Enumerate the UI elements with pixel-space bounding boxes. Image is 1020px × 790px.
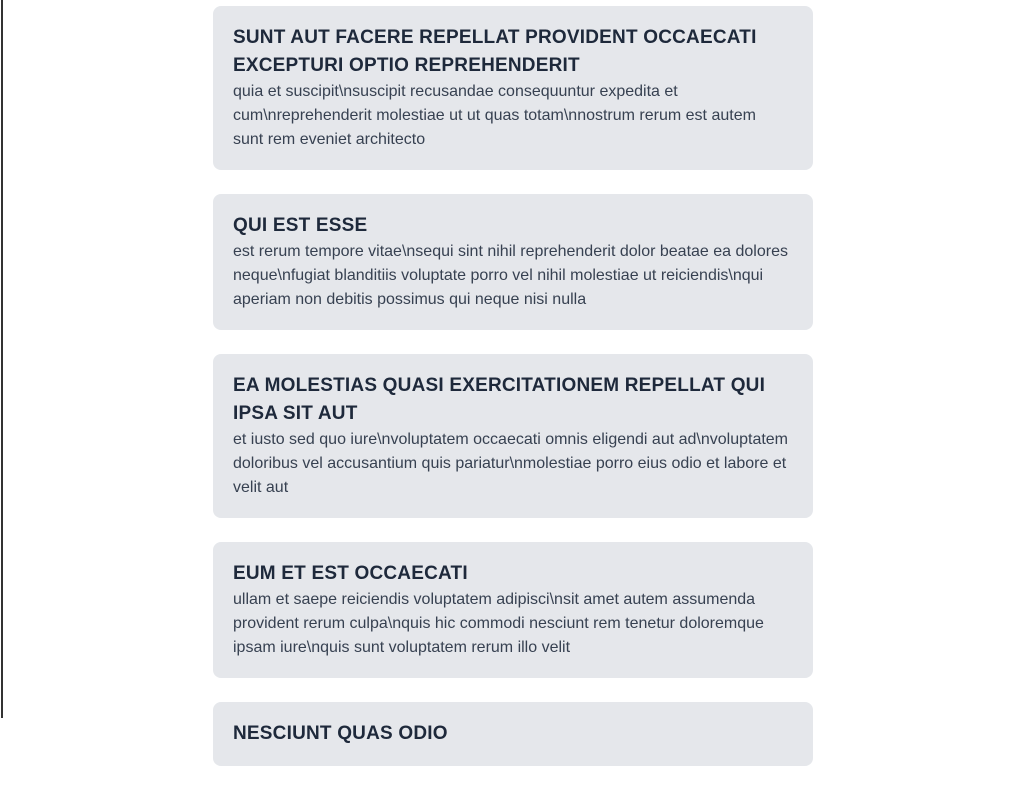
post-body: ullam et saepe reiciendis voluptatem adipisci\nsit amet autem assumenda provident rerum culpa\nquis hic commodi nesciunt rem tenetur doloremque ipsam iure\nquis sunt voluptatem rerum illo velit xyxy=(233,591,764,656)
post-title: NESCIUNT QUAS ODIO xyxy=(233,723,448,744)
left-edge-line xyxy=(1,0,3,718)
post-title: EA MOLESTIAS QUASI EXERCITATIONEM REPELLAT QUI IPSA SIT AUT xyxy=(233,375,766,424)
post-body: quia et suscipit\nsuscipit recusandae consequuntur expedita et cum\nreprehenderit molestiae ut ut quas totam\nnostrum rerum est autem sunt rem eveniet architecto xyxy=(233,83,756,148)
post-title: SUNT AUT FACERE REPELLAT PROVIDENT OCCAECATI EXCEPTURI OPTIO REPREHENDERIT xyxy=(233,27,757,76)
post-card xyxy=(213,702,813,766)
post-card xyxy=(213,6,813,170)
post-card xyxy=(213,194,813,330)
post-card xyxy=(213,354,813,518)
post-title: QUI EST ESSE xyxy=(233,215,368,236)
post-list xyxy=(213,6,813,790)
post-title: EUM ET EST OCCAECATI xyxy=(233,563,468,584)
post-card xyxy=(213,542,813,678)
post-body: et iusto sed quo iure\nvoluptatem occaecati omnis eligendi aut ad\nvoluptatem doloribus vel accusantium quis pariatur\nmolestiae porro eius odio et labore et velit aut xyxy=(233,431,789,496)
post-body: est rerum tempore vitae\nsequi sint nihil reprehenderit dolor beatae ea dolores neque\nfugiat blanditiis voluptate porro vel nihil molestiae ut reiciendis\nqui aperiam non debitis possimus qui neque nisi nulla xyxy=(233,243,788,308)
